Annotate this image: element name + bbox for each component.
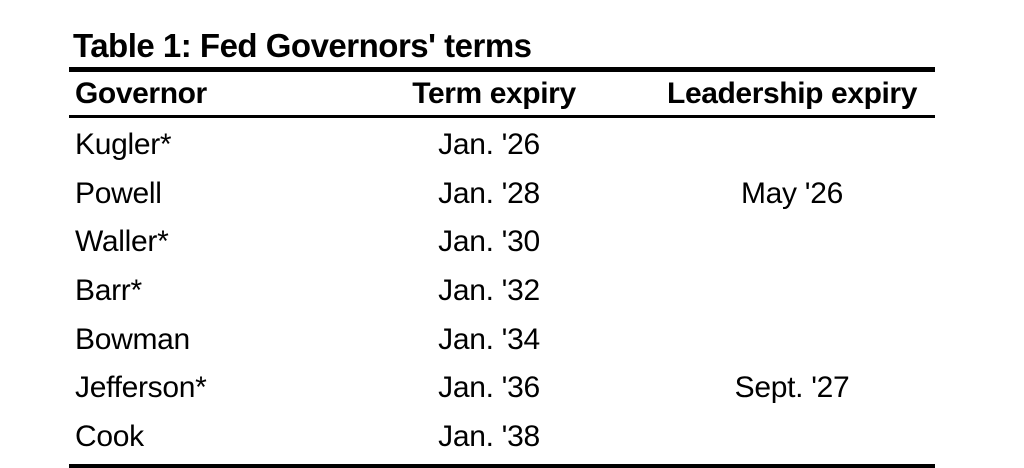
bottom-rule xyxy=(69,464,935,468)
leadership-expiry xyxy=(609,218,935,267)
table-row xyxy=(69,364,935,413)
term-expiry: Jan. '26 xyxy=(438,128,540,162)
table-row xyxy=(69,267,935,316)
term-expiry: Jan. '34 xyxy=(438,322,540,356)
governor-name: Powell xyxy=(75,176,162,210)
table-row xyxy=(69,315,935,364)
table-row xyxy=(69,413,935,462)
governor-name: Jefferson* xyxy=(75,371,207,405)
leadership-expiry xyxy=(609,267,935,316)
governor-name: Waller* xyxy=(75,225,169,259)
table-row xyxy=(69,170,935,219)
leadership-expiry xyxy=(609,413,935,462)
leadership-expiry: May '26 xyxy=(740,176,843,210)
column-header-term-expiry: Term expiry xyxy=(412,76,576,110)
fed-governors-table xyxy=(69,26,935,468)
leadership-expiry: Sept. '27 xyxy=(734,371,850,405)
term-expiry: Jan. '36 xyxy=(438,371,540,405)
header-row xyxy=(69,72,935,115)
governor-name: Kugler* xyxy=(75,128,172,162)
term-expiry: Jan. '32 xyxy=(438,274,540,308)
column-header-leadership-expiry: Leadership expiry xyxy=(667,76,917,110)
governor-name: Bowman xyxy=(75,322,190,356)
governors-table-body xyxy=(69,121,935,461)
term-expiry: Jan. '38 xyxy=(438,419,540,453)
table-title: Table 1: Fed Governors' terms xyxy=(73,27,532,64)
table-row xyxy=(69,218,935,267)
term-expiry: Jan. '30 xyxy=(438,225,540,259)
term-expiry: Jan. '28 xyxy=(438,176,540,210)
governors-table-grid xyxy=(69,72,935,115)
governor-name: Cook xyxy=(75,419,144,453)
governor-name: Barr* xyxy=(75,274,142,308)
column-header-governor: Governor xyxy=(75,76,207,110)
leadership-expiry xyxy=(609,315,935,364)
leadership-expiry xyxy=(609,121,935,170)
table-row xyxy=(69,121,935,170)
